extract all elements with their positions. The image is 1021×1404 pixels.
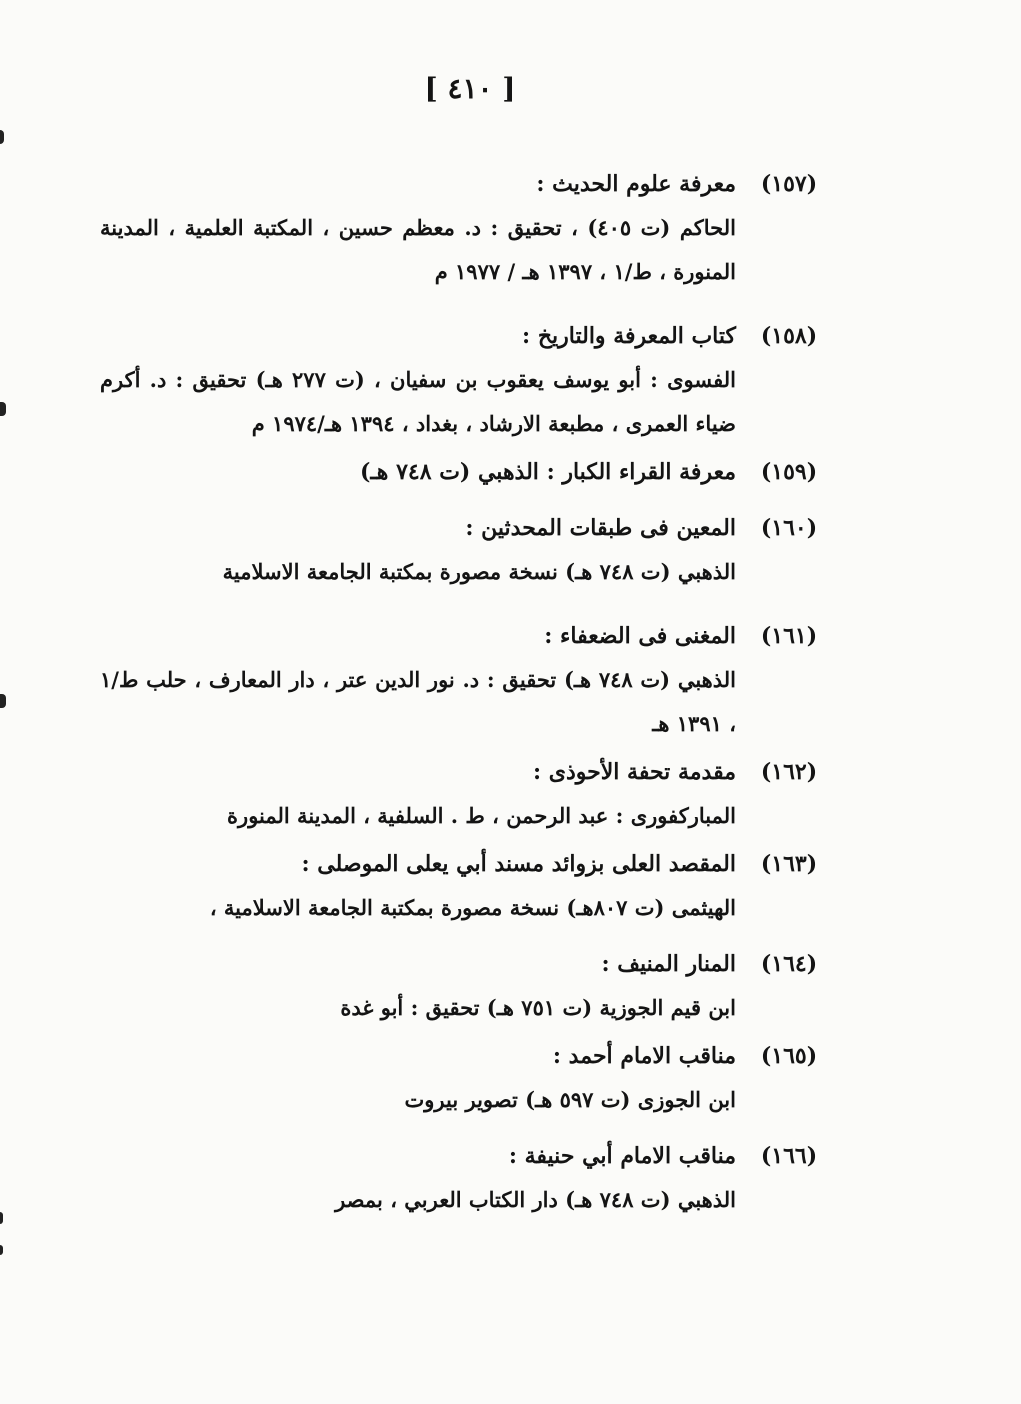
entry-detail: الذهبي (ت ٧٤٨ هـ) نسخة مصورة بمكتبة الجامعة الاسلامية [222,559,736,584]
bibliography-entry [100,614,822,746]
entry-number: (١٥٨) [760,323,818,349]
entry-title: المنار المنيف : [601,951,736,977]
entry-title: معرفة القراء الكبار : الذهبي (ت ٧٤٨ هـ) [359,459,736,485]
entry-detail: ابن الجوزى (ت ٥٩٧ هـ) تصوير بيروت [404,1087,736,1112]
scan-mark [0,1245,3,1255]
entry-number: (١٦١) [760,623,818,649]
entry-number: (١٦٤) [760,951,818,977]
entry-detail: الحاكم (ت ٤٠٥) ، تحقيق : د. معظم حسين ، المكتبة العلمية ، المدينة المنورة ، ط/١ ، ١٣٩٧ هـ / ١٩٧٧ م [100,215,736,284]
entry-title: المعين فى طبقات المحدثين : [465,515,736,541]
entry-title: مناقب الامام أحمد : [552,1043,736,1069]
scan-mark [0,130,4,144]
scan-mark [0,402,6,416]
entry-title: المغنى فى الضعفاء : [544,623,736,649]
entry-number: (١٥٩) [760,459,818,485]
bibliography-entry [100,450,822,494]
scan-mark [0,694,6,708]
bibliography-entry [100,1034,822,1122]
entry-number: (١٥٧) [760,171,818,197]
bibliography-entry [100,842,822,930]
bibliography-list [100,162,822,1222]
entry-detail: المباركفورى : عبد الرحمن ، ط . السلفية ، المدينة المنورة [227,803,736,828]
entry-title: كتاب المعرفة والتاريخ : [522,323,736,349]
page-number: [ ٤١٠ ] [424,72,516,105]
entry-number: (١٦٥) [760,1043,818,1069]
bibliography-entry [100,750,822,838]
bibliography-entry [100,314,822,446]
entry-title: مقدمة تحفة الأحوذى : [532,759,736,785]
entry-detail: ابن قيم الجوزية (ت ٧٥١ هـ) تحقيق : أبو غدة [340,995,736,1020]
scan-mark [0,1212,3,1224]
entry-number: (١٦٦) [760,1143,818,1169]
entry-detail: الذهبي (ت ٧٤٨ هـ) دار الكتاب العربي ، بمصر [335,1187,736,1212]
entry-title: المقصد العلى بزوائد مسند أبي يعلى الموصلى : [301,851,736,877]
entry-number: (١٦٣) [760,851,818,877]
entry-number: (١٦٠) [760,515,818,541]
entry-title: مناقب الامام أبي حنيفة : [508,1143,736,1169]
entry-detail: الفسوى : أبو يوسف يعقوب بن سفيان ، (ت ٢٧٧ هـ) تحقيق : د. أكرم ضياء العمرى ، مطبعة الارشاد ، بغداد ، ١٣٩٤ هـ/١٩٧٤ م [100,367,736,436]
entry-detail: الهيثمى (ت ٨٠٧هـ) نسخة مصورة بمكتبة الجامعة الاسلامية ، [209,895,736,920]
bibliography-entry [100,162,822,294]
entry-detail: الذهبي (ت ٧٤٨ هـ) تحقيق : د. نور الدين عتر ، دار المعارف ، حلب ط/١ ، ١٣٩١ هـ [100,667,736,736]
bibliography-entry [100,506,822,594]
entry-number: (١٦٢) [760,759,818,785]
entry-title: معرفة علوم الحديث : [536,171,736,197]
bibliography-entry [100,1134,822,1222]
bibliography-entry [100,942,822,1030]
